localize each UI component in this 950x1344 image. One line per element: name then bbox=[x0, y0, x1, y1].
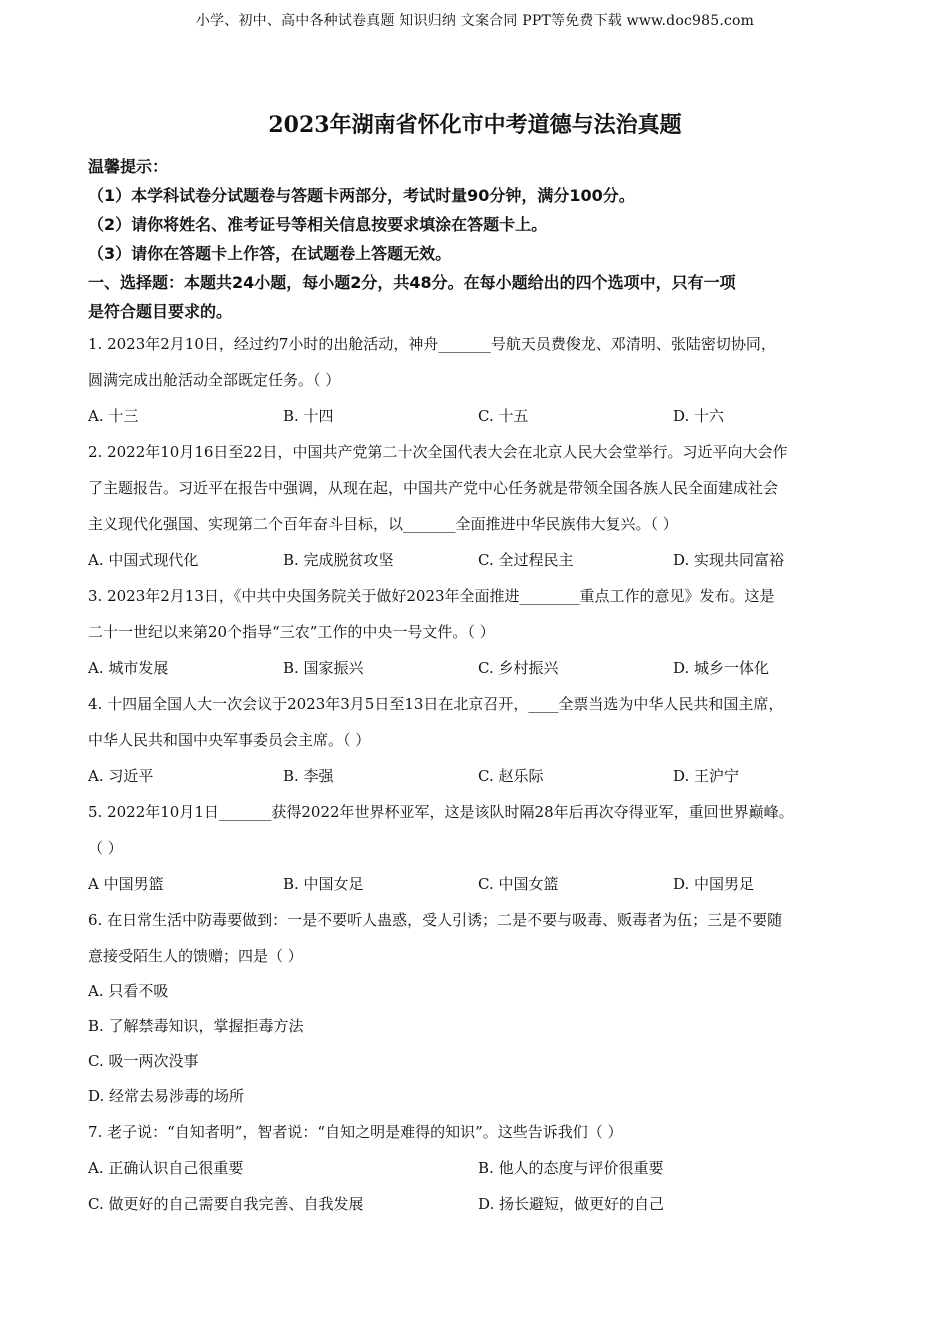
question-2-option-d: D. 实现共同富裕 bbox=[673, 551, 785, 569]
question-7-option-c: C. 做更好的自己需要自我完善、自我发展 bbox=[88, 1195, 364, 1213]
question-5-line-1: 5. 2022年10月1日_______获得2022年世界杯亚军，这是该队时隔28年后再次夺得亚军，重回世界巅峰。 bbox=[88, 803, 794, 821]
tip-1: （1）本学科试卷分试题卷与答题卡两部分，考试时量90分钟，满分100分。 bbox=[88, 186, 635, 205]
question-7-option-d: D. 扬长避短，做更好的自己 bbox=[478, 1195, 665, 1213]
question-3-line-2: 二十一世纪以来第20个指导“三农”工作的中央一号文件。（ ） bbox=[88, 623, 495, 641]
question-2-line-3: 主义现代化强国、实现第二个百年奋斗目标，以_______全面推进中华民族伟大复兴。（ ） bbox=[88, 515, 678, 533]
question-4-line-2: 中华人民共和国中央军事委员会主席。（ ） bbox=[88, 731, 371, 749]
question-6-option-d: D. 经常去易涉毒的场所 bbox=[88, 1087, 245, 1105]
question-4-line-1: 4. 十四届全国人大一次会议于2023年3月5日至13日在北京召开，____全票当选为中华人民共和国主席， bbox=[88, 695, 784, 713]
question-3-option-d: D. 城乡一体化 bbox=[673, 659, 770, 677]
question-2-option-a: A. 中国式现代化 bbox=[88, 551, 199, 569]
question-7-options-row-2 bbox=[88, 1186, 878, 1222]
page-header: 小学、初中、高中各种试卷真题 知识归纳 文案合同 PPT等免费下载 www.doc985.com bbox=[195, 13, 755, 29]
question-6-line-1: 6. 在日常生活中防毒要做到：一是不要听人蛊惑，受人引诱；二是不要与吸毒、贩毒者为伍；三是不要随 bbox=[88, 911, 783, 929]
question-2-line-2: 了主题报告。习近平在报告中强调，从现在起，中国共产党中心任务就是带领全国各族人民全面建成社会 bbox=[88, 479, 779, 497]
question-6 bbox=[88, 902, 878, 1114]
tip-3: （3）请你在答题卡上作答，在试题卷上答题无效。 bbox=[88, 244, 452, 263]
question-4-options bbox=[88, 758, 878, 794]
question-2-option-b: B. 完成脱贫攻坚 bbox=[283, 551, 394, 569]
question-1-option-b: B. 十四 bbox=[283, 407, 334, 425]
question-2-option-c: C. 全过程民主 bbox=[478, 551, 574, 569]
question-6-option-c: C. 吸一两次没事 bbox=[88, 1052, 199, 1070]
question-3-option-c: C. 乡村振兴 bbox=[478, 659, 559, 677]
exam-content bbox=[88, 152, 878, 1222]
question-4-option-b: B. 李强 bbox=[283, 767, 334, 785]
question-2-options bbox=[88, 542, 878, 578]
tips-heading: 温馨提示： bbox=[88, 157, 169, 176]
question-3 bbox=[88, 578, 878, 686]
question-4-option-d: D. 王沪宁 bbox=[673, 767, 740, 785]
question-5-option-c: C. 中国女篮 bbox=[478, 875, 559, 893]
question-5-option-a: A 中国男篮 bbox=[88, 875, 164, 893]
page-title: 2023年湖南省怀化市中考道德与法治真题 bbox=[268, 112, 682, 138]
question-7-options-row-1 bbox=[88, 1150, 878, 1186]
question-7-line-1: 7. 老子说：“自知者明”，智者说：“自知之明是难得的知识”。这些告诉我们（ ） bbox=[88, 1123, 623, 1141]
question-1-line-1: 1. 2023年2月10日，经过约7小时的出舱活动，神舟_______号航天员费俊龙、邓清明、张陆密切协同， bbox=[88, 335, 776, 353]
question-7 bbox=[88, 1114, 878, 1222]
question-1-option-a: A. 十三 bbox=[88, 407, 139, 425]
question-6-option-b: B. 了解禁毒知识，掌握拒毒方法 bbox=[88, 1017, 304, 1035]
section-heading-line-2: 是符合题目要求的。 bbox=[88, 302, 233, 321]
question-1 bbox=[88, 326, 878, 434]
question-4 bbox=[88, 686, 878, 794]
question-4-option-a: A. 习近平 bbox=[88, 767, 154, 785]
question-7-option-a: A. 正确认识自己很重要 bbox=[88, 1159, 244, 1177]
question-5-line-2: （ ） bbox=[88, 839, 123, 857]
question-5 bbox=[88, 794, 878, 902]
question-3-option-b: B. 国家振兴 bbox=[283, 659, 364, 677]
question-5-option-d: D. 中国男足 bbox=[673, 875, 755, 893]
question-6-line-2: 意接受陌生人的馈赠；四是（ ） bbox=[88, 947, 303, 965]
question-4-option-c: C. 赵乐际 bbox=[478, 767, 544, 785]
question-1-options bbox=[88, 398, 878, 434]
question-7-option-b: B. 他人的态度与评价很重要 bbox=[478, 1159, 664, 1177]
section-heading-line-1: 一、选择题：本题共24小题，每小题2分，共48分。在每小题给出的四个选项中，只有一项 bbox=[88, 273, 736, 292]
tip-2: （2）请你将姓名、准考证号等相关信息按要求填涂在答题卡上。 bbox=[88, 215, 548, 234]
question-2-line-1: 2. 2022年10月16日至22日，中国共产党第二十次全国代表大会在北京人民大会堂举行。习近平向大会作 bbox=[88, 443, 788, 461]
question-3-options bbox=[88, 650, 878, 686]
question-2 bbox=[88, 434, 878, 578]
question-1-option-c: C. 十五 bbox=[478, 407, 529, 425]
question-6-option-a: A. 只看不吸 bbox=[88, 982, 169, 1000]
question-1-option-d: D. 十六 bbox=[673, 407, 725, 425]
question-5-option-b: B. 中国女足 bbox=[283, 875, 364, 893]
question-5-options bbox=[88, 866, 878, 902]
question-3-option-a: A. 城市发展 bbox=[88, 659, 169, 677]
question-1-line-2: 圆满完成出舱活动全部既定任务。（ ） bbox=[88, 371, 341, 389]
question-3-line-1: 3. 2023年2月13日，《中共中央国务院关于做好2023年全面推进________重点工作的意见》发布。这是 bbox=[88, 587, 775, 605]
